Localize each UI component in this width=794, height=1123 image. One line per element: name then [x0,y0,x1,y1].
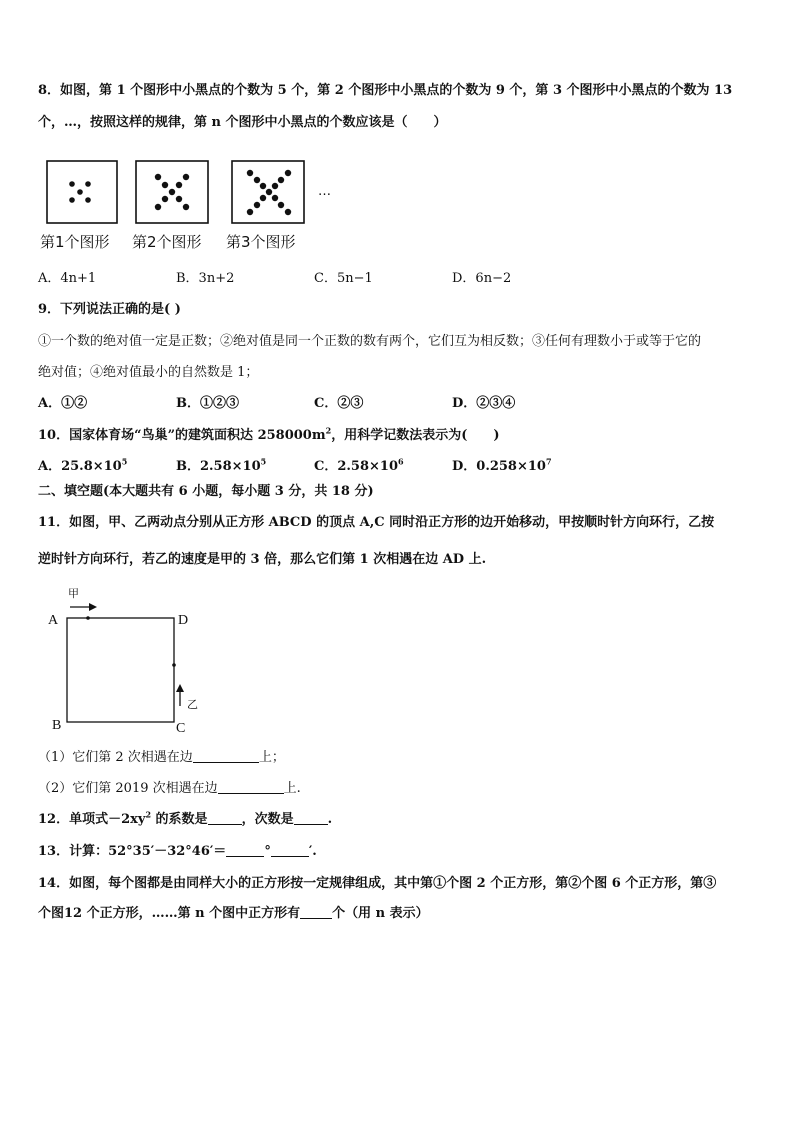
q11-sub2-pre: （2）它们第 2019 次相遇在边 [38,781,218,796]
q9-options [38,396,758,412]
q13-post: ′. [308,844,317,859]
q13-pre: 13．计算：52°35′－32°46′＝ [38,844,227,859]
q10-option-b-exp: 5 [260,456,267,467]
q9-option-a: A．①② [38,396,88,411]
q8-ellipsis: … [318,184,331,199]
q8-dots-1 [69,181,91,203]
q9-option-d: D．②③④ [452,396,516,411]
q8-option-d: D．6n−2 [452,271,512,286]
q10-title-pre: 10．国家体育场“鸟巢”的建筑面积达 258000m [38,428,326,443]
q12-pre: 12．单项式－2xy [38,812,146,827]
q8-dots-3 [247,170,291,215]
vertex-a-label: A [48,613,59,628]
vertex-b-label: B [52,718,62,733]
q11-sub2-blank[interactable] [218,781,284,794]
q8-figure [38,155,358,259]
q9-option-c: C．②③ [314,396,364,411]
q12-mid: 的系数是 [151,812,208,827]
q8-line2: 个，…，按照这样的规律，第 n 个图形中小黑点的个数应该是（ ） [38,115,447,130]
q10-options [38,456,758,475]
q8-option-c: C．5n−1 [314,271,373,286]
q8-figure-label-2: 第2个图形 [132,233,202,251]
section-2-heading: 二、填空题(本大题共有 6 小题，每小题 3 分，共 18 分) [38,484,374,499]
square-abcd [67,618,174,722]
jia-point [86,616,90,620]
q14-line2-post: 个（用 n 表示） [332,906,429,921]
q10-option-a-base: A．25.8×10 [38,459,122,474]
q10-option-a-exp: 5 [121,456,128,467]
jia-label: 甲 [68,587,79,600]
q11-sub1-blank[interactable] [193,750,259,763]
q9-option-b: B．①②③ [176,396,239,411]
q11-sub1 [38,750,758,766]
q11-line2: 逆时针方向环行，若乙的速度是甲的 3 倍，那么它们第 1 次相遇在边 AD 上. [38,552,487,567]
q12-sup: 2 [145,809,152,820]
q10-option-d [452,456,552,475]
q10-option-c-exp: 6 [398,456,404,467]
q12-blank-coefficient[interactable] [208,812,242,825]
q10-title-sup: 2 [325,425,332,436]
q8-options [38,271,758,287]
q14-line2 [38,906,758,922]
yi-point [172,663,176,667]
q8-figure-label-3: 第3个图形 [226,233,296,251]
q8-line1: 8．如图，第 1 个图形中小黑点的个数为 5 个，第 2 个图形中小黑点的个数为 9 个，第 3 个图形中小黑点的个数为 13 [38,83,733,98]
q12-blank-degree[interactable] [294,812,328,825]
q12-mid2: ，次数是 [241,812,294,827]
yi-label: 乙 [187,698,198,711]
q9-title: 9．下列说法正确的是( ) [38,302,181,317]
q11-sub1-post: 上； [258,750,285,765]
q11-sub2-post: 上. [283,781,301,796]
q13-mid: ° [264,844,271,859]
q9-line1: ①一个数的绝对值一定是正数；②绝对值是同一个正数的数有两个，它们互为相反数；③任何有理数小于或等于它的 [38,334,702,349]
q11-line1: 11．如图，甲、乙两动点分别从正方形 ABCD 的顶点 A,C 同时沿正方形的边开始移动，甲按顺时针方向环行，乙按 [38,515,715,530]
q14-line2-pre: 个图12 个正方形，……第 n 个图中正方形有 [38,906,301,921]
q13-line [38,844,758,860]
q8-option-a: A．4n+1 [38,271,97,286]
q14-line1: 14．如图，每个图都是由同样大小的正方形按一定规律组成，其中第①个图 2 个正方形，第②个图 6 个正方形，第③ [38,876,717,891]
q8-option-b: B．3n+2 [176,271,235,286]
q9-line2: 绝对值；④绝对值最小的自然数是 1； [38,365,259,380]
q10-title [38,425,758,444]
q13-blank-minutes[interactable] [271,844,309,857]
q8-dots-2 [155,174,189,210]
q8-figure-label-1: 第1个图形 [40,233,110,251]
q10-title-post: ，用科学记数法表示为( ) [331,428,500,443]
q11-square-figure [40,582,230,740]
q10-option-b-base: B．2.58×10 [176,459,261,474]
yi-arrow-head [176,684,184,692]
jia-arrow-head [89,603,97,611]
vertex-d-label: D [178,613,189,628]
q10-option-d-exp: 7 [545,456,552,467]
q10-option-c-base: C．2.58×10 [314,459,398,474]
q10-option-c [314,456,404,475]
q13-blank-degrees[interactable] [226,844,264,857]
q11-sub1-pre: （1）它们第 2 次相遇在边 [38,750,193,765]
vertex-c-label: C [176,721,186,736]
q12-line [38,809,758,828]
q10-option-d-base: D．0.258×10 [452,459,546,474]
q14-blank[interactable] [300,906,332,919]
q10-option-b [176,456,267,475]
q11-sub2 [38,781,758,797]
q12-post: . [327,812,333,827]
q10-option-a [38,456,128,475]
